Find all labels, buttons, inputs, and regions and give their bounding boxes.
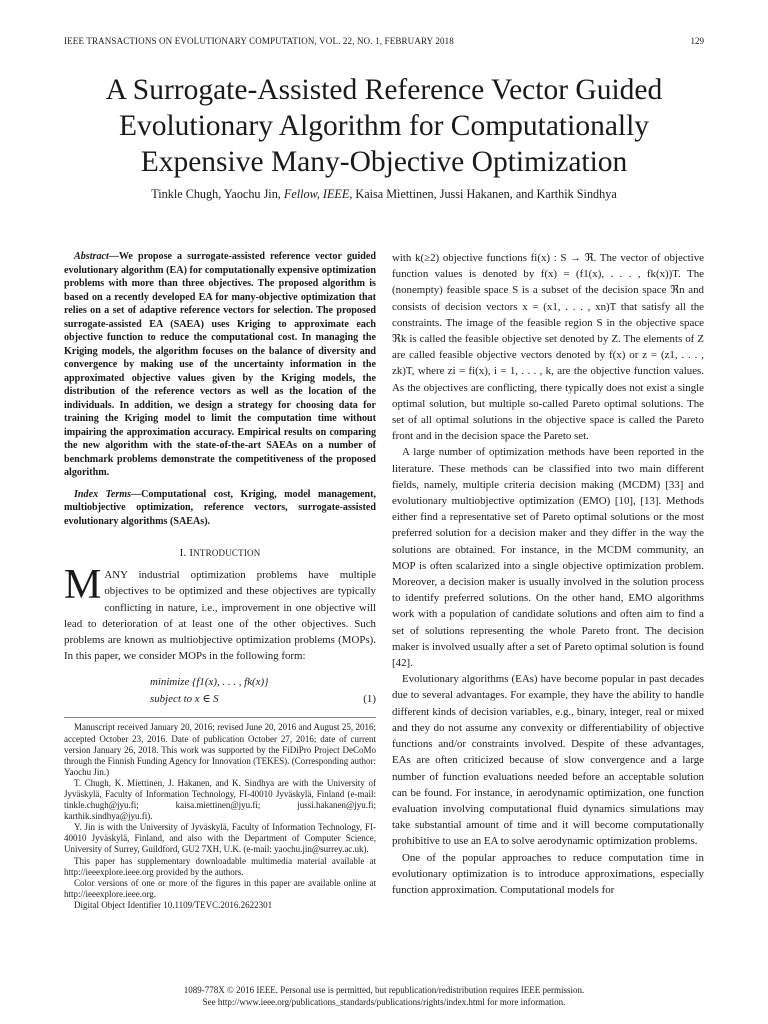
equation-line-1: minimize {f1(x), . . . , fk(x)}	[150, 676, 269, 689]
abstract: Abstract—We propose a surrogate-assisted reference vector guided evolutionary algorithm (EA) for computationally expensive optimization problems with more than three objectives. The proposed algorithm is based on a recently developed EA for many-objective optimization that relies on a set of adaptive reference vectors for selection. The proposed surrogate-assisted EA (SAEA) uses Kriging to approximate each objective function to reduce the computational cost. In managing the Kriging models, the algorithm focuses on the balance of diversity and convergence by making use of the uncertainty information in the approximated objective values given by the Kriging models, the distribution of the reference vectors as well as the location of the individuals. In addition, we design a strategy for choosing data for training the Kriging model to limit the computation time without impairing the approximation accuracy. Empirical results on comparing the new algorithm with the state-of-the-art SAEAs on a number of benchmark problems demonstrate the competitiveness of the proposed algorithm.	[64, 251, 376, 478]
right-column	[392, 250, 704, 898]
equation-number: (1)	[363, 693, 376, 706]
equation-line-2: subject to x ∈ S	[150, 693, 219, 706]
authors-part: , Kaisa Miettinen, Jussi Hakanen, and Karthik Sindhya	[349, 187, 617, 201]
body-paragraph: with k(≥2) objective functions fi(x) : S → ℜ. The vector of objective function values is denoted by f(x) = (f1(x), . . . , fk(x))T. The (nonempty) feasible space S is a subset of the decision space ℜn and consists of decision vectors x = (x1, . . . , xn)T that satisfy all the constraints. The image of the feasible region S in the objective space ℜk is called the feasible objective set denoted by Z. The elements of Z are called feasible objective vectors denoted by f(x) or z = (z1, . . . , zk)T, where zi = fi(x), i = 1, . . . , k, are the objective function values. As the objectives are conflicting, there typically does not exist a single optimal solution, but multiple so-called Pareto optimal solutions. The set of all optimal solutions in the objective space is called the Pareto front and in the decision space the Pareto set.	[392, 252, 704, 443]
abstract-text: We propose a surrogate-assisted reference vector guided evolutionary algorithm (EA) for computationally expensive optimization problems with more than three objectives. The proposed algorithm is based on a recently developed EA for many-objective optimization that relies on a set of adaptive reference vectors for selection. The proposed surrogate-assisted EA (SAEA) uses Kriging to approximate each objective function to reduce the computational cost. In managing the Kriging models, the algorithm focuses on the balance of diversity and convergence by making use of the uncertainty information in the approximated objective values given by the Kriging models, the distribution of the reference vectors as well as the location of the individuals. In addition, we design a strategy for choosing data for training the Kriging model to limit the computation time without impairing the approximation accuracy. Empirical results on comparing the new algorithm with the state-of-the-art SAEAs on a number of benchmark problems demonstrate the competitiveness of the proposed algorithm.	[64, 251, 376, 478]
intro-text: ANY industrial optimization problems have multiple objectives to be optimized and these objectives are typically conflicting in nature, i.e., improvement in one objective will lead to deterioration of at least one of the other objectives. Such problems are known as multiobjective optimization problems (MOPs). In this paper, we consider MOPs in the following form:	[64, 569, 376, 663]
footnote: Y. Jin is with the University of Jyväskylä, Faculty of Information Technology, FI-40010 Jyväskylä, Finland, and also with the Department of Computer Science, University of Surrey, Guildford, GU2 7XH, U.K. (e-mail: yaochu.jin@surrey.ac.uk).	[64, 822, 376, 855]
footnote: Digital Object Identifier 10.1109/TEVC.2016.2622301	[74, 899, 273, 910]
page-number: 129	[690, 36, 704, 46]
copyright-line: See http://www.ieee.org/publications_standards/publications/rights/index.html for more information.	[202, 996, 566, 1007]
footnote: T. Chugh, K. Miettinen, J. Hakanen, and K. Sindhya are with the University of Jyväskylä, Faculty of Information Technology, FI-40010 Jyväskylä, Finland (e-mail: tinkle.chugh@jyu.fi; kaisa.miettinen@jyu.fi; jussi.hakanen@jyu.fi; karthik.sindhya@jyu.fi).	[64, 777, 376, 822]
section-heading-introduction	[64, 545, 376, 561]
body-paragraph: Evolutionary algorithms (EAs) have become popular in past decades due to several advantages. For example, they have the ability to handle different kinds of decision variables, e.g., binary, integer, real or mixed and they do not assume any convexity or differentiability of objective functions and/or constraints involved. Despite of these advantages, EAs are often criticized because of slow convergence and a large number of function evaluations needed before an acceptable solution can be found. For instance, in aerodynamic optimization, one function evaluation involving computational fluid dynamics simulations may take substantial amount of time and it will become computationally prohibitive to use an EA to solve aerodynamic optimization problems.	[392, 673, 704, 848]
title-line: Expensive Many-Objective Optimization	[140, 146, 628, 178]
footnote: Manuscript received January 20, 2016; revised June 20, 2016 and August 25, 2016; accepted October 23, 2016. Date of publication October 27, 2016; date of current version January 26, 2018. This work was supported by the FiDiPro Project DeCoMo through the Finnish Funding Agency for Innovation (TEKES). (Corresponding author: Yaochu Jin.)	[64, 722, 376, 777]
left-column	[64, 250, 376, 911]
paper-title	[64, 72, 704, 180]
journal-header: IEEE TRANSACTIONS ON EVOLUTIONARY COMPUTATION, VOL. 22, NO. 1, FEBRUARY 2018	[64, 36, 454, 46]
section-number: I.	[179, 547, 190, 559]
dropcap: M	[64, 562, 102, 609]
section-title-rest: NTRODUCTION	[193, 548, 261, 558]
body-paragraph: One of the popular approaches to reduce computation time in evolutionary optimization is to introduce approximations, especially function approximation. Computational models for	[392, 851, 704, 896]
footnote: Color versions of one or more of the figures in this paper are available online at http://ieeexplore.ieee.org.	[64, 877, 376, 899]
authors-part: Tinkle Chugh, Yaochu Jin,	[151, 187, 284, 201]
abstract-label: Abstract	[74, 251, 109, 262]
index-terms: Index Terms—Computational cost, Kriging, model management, multiobjective optimization, reference vectors, surrogate-assisted evolutionary algorithms (SAEAs).	[64, 488, 376, 527]
index-terms-text: Computational cost, Kriging, model management, multiobjective optimization, reference vectors, surrogate-assisted evolutionary algorithms (SAEAs).	[64, 488, 376, 527]
title-line: Evolutionary Algorithm for Computationally	[118, 110, 650, 142]
author-list	[64, 187, 704, 202]
title-line: A Surrogate-Assisted Reference Vector Guided	[105, 74, 663, 106]
footnotes	[64, 722, 376, 911]
body-paragraph: A large number of optimization methods have been reported in the literature. These methods can be classified into two main different fields, namely, multiple criteria decision making (MCDM) [33] and evolutionary multiobjective optimization (EMO) [10], [13]. Methods either find a representative set of Pareto optimal solutions or the most preferred solution for a decision maker and they differ in the way the solutions are obtained. For instance, in the MCDM community, an MOP is often scalarized into a single objective optimization problem. Moreover, a decision maker is usually involved in the solution process to identify preferred solutions. On the other hand, EMO algorithms work with a population of candidate solutions and often aim to find a set of solutions representing the whole Pareto front. The decision maker is involved usually after a set of Pareto optimal solution is found [42].	[392, 446, 704, 670]
copyright-notice	[0, 985, 768, 1008]
equation-1	[64, 674, 376, 708]
intro-paragraph	[64, 562, 376, 664]
section-initial: I	[189, 547, 194, 559]
footnote-rule	[64, 717, 376, 718]
fellow-designation: Fellow, IEEE	[283, 187, 350, 201]
footnote: This paper has supplementary downloadable multimedia material available at http://ieeexplore.ieee.org provided by the authors.	[64, 855, 376, 877]
copyright-line: 1089-778X © 2016 IEEE. Personal use is permitted, but republication/redistribution requires IEEE permission.	[183, 985, 585, 995]
index-terms-label: Index Terms	[74, 488, 132, 500]
